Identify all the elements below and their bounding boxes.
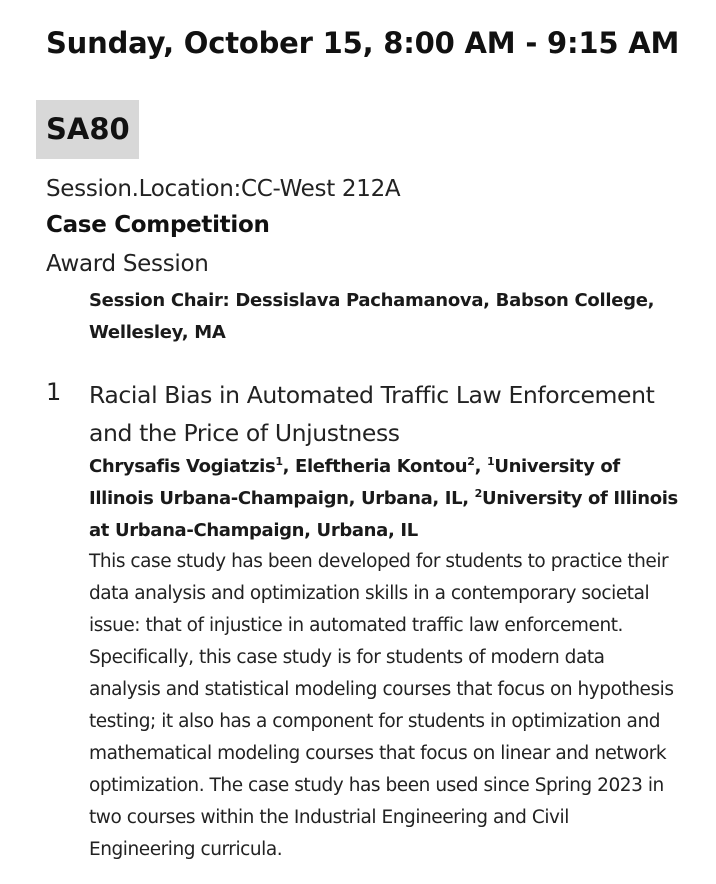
author-name: Chrysafis Vogiatzis [89,456,276,477]
session-location: Session.Location:CC-West 212A [46,176,401,202]
session-chair: Session Chair: Dessislava Pachamanova, Babson College, Wellesley, MA [89,290,655,343]
paper-title: Racial Bias in Automated Traffic Law Enforcement and the Price of Unjustness [89,381,655,447]
session-type: Award Session [46,251,209,277]
session-code-badge: SA80 [36,100,139,159]
paper-abstract: This case study has been developed for students to practice their data analysis and optimization skills in a contemporary societal issue: that of injustice in automated traffic law enforcement. Specifically, this case study is for students of modern data analysis and statistical modeling courses that focus on hypothesis testing; it also has a component for students in optimization and mathematical modeling courses that focus on linear and network optimization. The case study has been used since Spring 2023 in two courses within the Industrial Engineering and Civil Engineering curricula. [89,551,674,860]
author-name: Eleftheria Kontou [295,456,468,477]
affiliation-superscript: 1 [487,455,495,468]
paper-authors [89,451,689,547]
author-superscript: 2 [467,455,475,468]
session-time-heading: Sunday, October 15, 8:00 AM - 9:15 AM [46,26,680,60]
separator: , [474,456,487,477]
separator: , [462,488,475,509]
affiliation: University of Illinois at Urbana-Champaign, Urbana, IL [89,488,678,541]
session-title: Case Competition [46,212,270,238]
affiliation: University of Illinois Urbana-Champaign, Urbana, IL [89,456,620,509]
affiliation-superscript: 2 [474,487,482,500]
paper-number: 1 [46,378,62,406]
separator: , [282,456,296,477]
author-superscript: 1 [275,455,283,468]
